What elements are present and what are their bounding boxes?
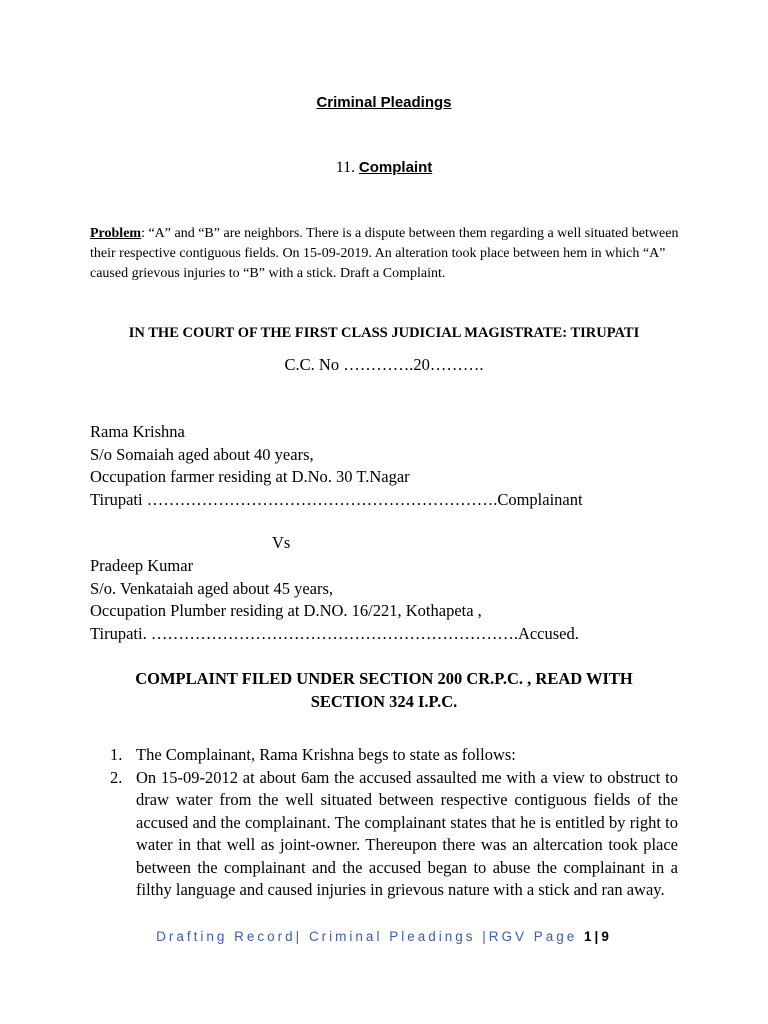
page-number: 1 [584, 929, 595, 944]
court-heading: IN THE COURT OF THE FIRST CLASS JUDICIAL MAGISTRATE: TIRUPATI [128, 325, 640, 341]
complainant-parentage: S/o Somaiah aged about 40 years, [90, 444, 314, 464]
page-footer [0, 929, 768, 944]
section-title-text: Complaint [358, 159, 433, 176]
case-number: C.C. No ………….20………. [284, 355, 484, 374]
complaint-heading-line-1: COMPLAINT FILED UNDER SECTION 200 CR.P.C. , READ WITH [135, 669, 633, 688]
list-item-number: 1. [110, 745, 123, 764]
document-title-text: Criminal Pleadings [316, 94, 452, 111]
accused-parentage: S/o. Venkataiah aged about 45 years, [90, 578, 334, 598]
complaint-heading-line-2: SECTION 324 I.P.C. [310, 692, 458, 711]
section-number: 11. [335, 159, 356, 176]
list-item [90, 744, 678, 767]
document-title [0, 94, 768, 112]
complainant-name: Rama Krishna [90, 422, 185, 441]
section-title [0, 159, 768, 177]
list-item [90, 767, 678, 902]
footer-text: Drafting Record| Criminal Pleadings |RGV Page [156, 929, 585, 944]
problem-statement [90, 224, 680, 284]
page-separator: | [594, 929, 602, 944]
list-item-text: The Complainant, Rama Krishna begs to state as follows: [136, 745, 516, 764]
problem-label: Problem [90, 226, 142, 241]
problem-text: : “A” and “B” are neighbors. There is a dispute between them regarding a well situated between their respective contiguous fields. On 15-09-2019. An alteration took place between hem in which “A” caused grievous injuries to “B” with a stick. Draft a Complaint. [90, 226, 679, 281]
versus-label: Vs [272, 533, 291, 552]
accused-city: Tirupati. ………………………………………………………….Accused. [90, 623, 579, 643]
accused-address: Occupation Plumber residing at D.NO. 16/221, Kothapeta , [90, 601, 482, 620]
complaint-section-heading [0, 667, 768, 713]
page-total: 9 [601, 929, 612, 944]
complainant-city: Tirupati ……………………………………………………….Complainant [90, 489, 583, 509]
accused-block [90, 555, 579, 645]
list-item-text: On 15-09-2012 at about 6am the accused assaulted me with a view to obstruct to draw water from the well situated between respective contiguous fields of the accused and the complainant. The complainant states that he is entitled by right to water in that well as joint-owner. Thereupon there was an altercation took place between the complainant and the accused began to abuse the complainant in a filthy language and caused injuries in grievous nature with a stick and ran away. [136, 767, 678, 899]
complainant-address: Occupation farmer residing at D.No. 30 T.Nagar [90, 467, 410, 486]
complaint-points [90, 744, 678, 902]
list-item-number: 2. [110, 767, 123, 787]
accused-name: Pradeep Kumar [90, 556, 194, 575]
complainant-block [90, 421, 583, 511]
